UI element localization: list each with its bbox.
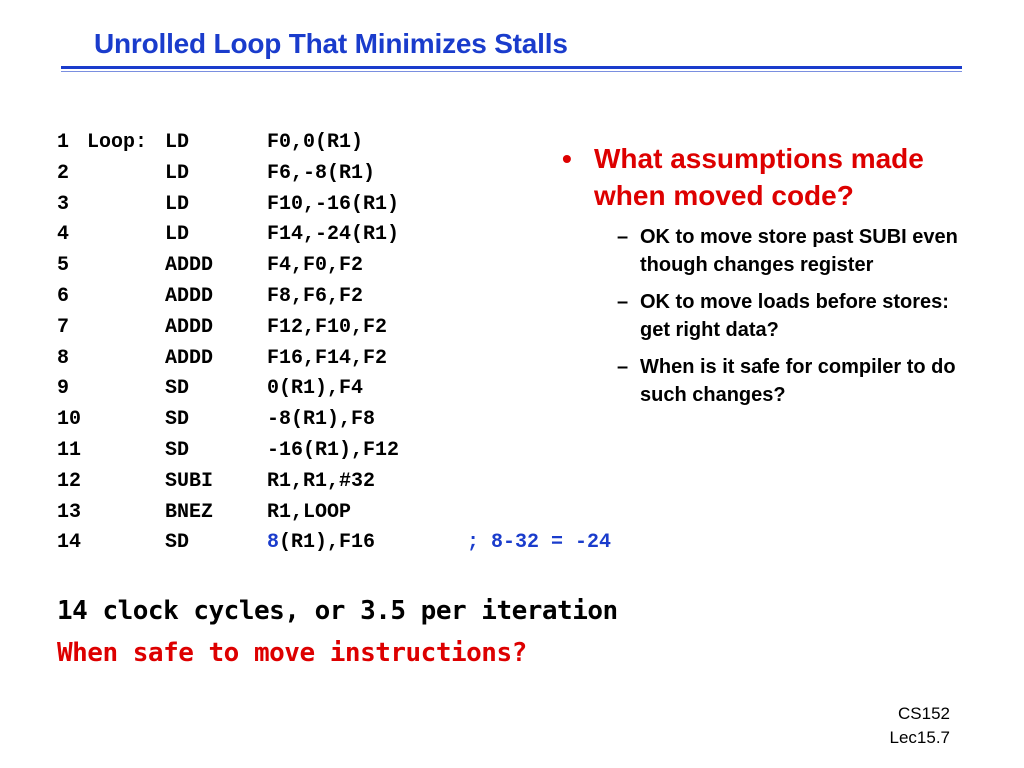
line-number: 5 <box>57 254 70 278</box>
code-line-10 <box>57 405 376 436</box>
title-underline <box>61 66 962 69</box>
opcode: LD <box>165 131 190 154</box>
code-line-1 <box>57 128 364 159</box>
bullet-list <box>560 140 980 409</box>
operands: F14,-24(R1) <box>267 223 400 247</box>
operands: -8(R1),F8 <box>267 408 376 432</box>
code-line-7 <box>57 313 388 344</box>
footer-lecture: Lec15.7 <box>889 728 950 747</box>
opcode: ADDD <box>165 254 214 278</box>
opcode: SD <box>165 408 190 432</box>
code-line-11 <box>57 436 400 467</box>
operands <box>267 528 375 559</box>
line-number: 6 <box>57 284 70 308</box>
operands: R1,R1,#32 <box>267 469 376 493</box>
opcode: SD <box>165 531 190 555</box>
code-line-9 <box>57 374 364 405</box>
code-line-5 <box>57 251 364 282</box>
opcode: LD <box>165 223 190 247</box>
footer-course: CS152 <box>898 704 950 723</box>
code-listing <box>57 128 612 559</box>
sub-bullet <box>560 354 980 409</box>
opcode: ADDD <box>165 315 214 339</box>
line-number: 8 <box>57 346 70 370</box>
line-number: 2 <box>57 161 70 185</box>
operands: F8,F6,F2 <box>267 284 364 308</box>
operands: 0(R1),F4 <box>267 377 364 401</box>
opcode: SD <box>165 377 190 401</box>
operands: F16,F14,F2 <box>267 346 388 370</box>
line-number: 11 <box>57 438 82 462</box>
code-label: Loop: <box>87 131 148 154</box>
opcode: LD <box>165 161 190 185</box>
opcode: LD <box>165 192 190 216</box>
operands-rest: (R1),F16 <box>279 531 376 555</box>
opcode: SUBI <box>165 469 214 493</box>
sub-bullet <box>560 224 980 279</box>
summary-cycles: 14 clock cycles, or 3.5 per iteration <box>57 596 618 626</box>
operands: R1,LOOP <box>267 500 352 524</box>
main-bullet <box>560 140 980 214</box>
code-line-3 <box>57 190 400 221</box>
operands: F6,-8(R1) <box>267 161 376 185</box>
summary-question: When safe to move instructions? <box>57 638 527 668</box>
code-line-4 <box>57 220 400 251</box>
code-line-14 <box>57 528 612 559</box>
slide-footer <box>850 702 950 750</box>
operands: F0,0(R1) <box>267 131 364 154</box>
operands: F10,-16(R1) <box>267 192 400 216</box>
sub-bullet-text: When is it safe for compiler to do such changes? <box>640 356 956 406</box>
opcode: ADDD <box>165 346 214 370</box>
code-line-12 <box>57 467 376 498</box>
summary <box>57 590 618 674</box>
opcode: ADDD <box>165 284 214 308</box>
code-line-13 <box>57 498 352 529</box>
operands: F12,F10,F2 <box>267 315 388 339</box>
line-number: 10 <box>57 408 82 432</box>
code-comment: ; 8-32 = -24 <box>467 531 612 555</box>
dash-icon: – <box>617 356 629 378</box>
opcode: SD <box>165 438 190 462</box>
offset-highlight: 8 <box>267 531 280 555</box>
main-bullet-text: What assumptions made when moved code? <box>594 143 924 211</box>
line-number: 13 <box>57 500 82 524</box>
code-line-6 <box>57 282 364 313</box>
line-number: 9 <box>57 377 70 401</box>
dash-icon: – <box>617 291 629 313</box>
sub-bullet <box>560 289 980 344</box>
dash-icon: – <box>617 226 629 248</box>
bullet-dot-icon: • <box>562 143 572 174</box>
line-number: 12 <box>57 469 82 493</box>
line-number: 14 <box>57 531 82 555</box>
slide-title: Unrolled Loop That Minimizes Stalls <box>94 28 568 59</box>
code-line-8 <box>57 344 388 375</box>
sub-bullet-text: OK to move loads before stores: get right data? <box>640 291 949 341</box>
operands: -16(R1),F12 <box>267 438 400 462</box>
operands: F4,F0,F2 <box>267 254 364 278</box>
sub-bullet-text: OK to move store past SUBI even though changes register <box>640 226 958 276</box>
code-line-2 <box>57 159 376 190</box>
line-number: 3 <box>57 192 70 216</box>
line-number: 4 <box>57 223 70 247</box>
opcode: BNEZ <box>165 500 214 524</box>
line-number: 7 <box>57 315 70 339</box>
title-underline-thin <box>61 71 962 72</box>
line-number: 1 <box>57 131 70 154</box>
